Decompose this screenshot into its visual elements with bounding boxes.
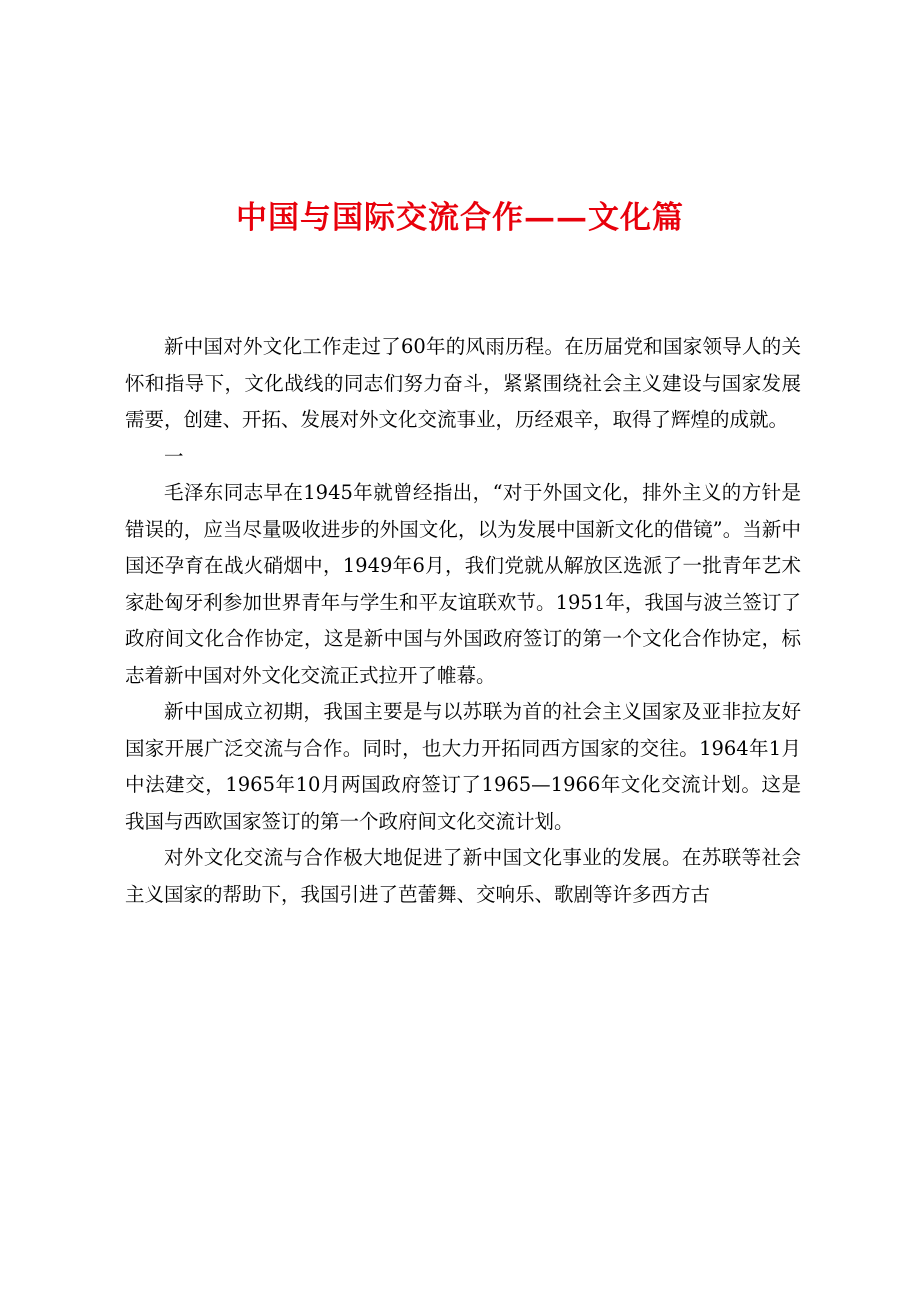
document-body	[125, 329, 801, 913]
paragraph-mao-quote: 毛泽东同志早在1945年就曾经指出，“对于外国文化，排外主义的方针是错误的，应当尽量吸收进步的外国文化，以为发展中国新文化的借镜”。当新中国还孕育在战火硝烟中，1949年6月，我们党就从解放区选派了一批青年艺术家赴匈牙利参加世界青年与学生和平友谊联欢节。1951年，我国与波兰签订了政府间文化合作协定，这是新中国与外国政府签订的第一个文化合作协定，标志着新中国对外文化交流正式拉开了帷幕。	[125, 481, 801, 687]
paragraph-promotion: 对外文化交流与合作极大地促进了新中国文化事业的发展。在苏联等社会主义国家的帮助下，我国引进了芭蕾舞、交响乐、歌剧等许多西方古	[125, 846, 801, 906]
paragraph-intro: 新中国对外文化工作走过了60年的风雨历程。在历届党和国家领导人的关怀和指导下，文化战线的同志们努力奋斗，紧紧围绕社会主义建设与国家发展需要，创建、开拓、发展对外文化交流事业，历经艰辛，取得了辉煌的成就。	[125, 335, 801, 431]
document-title: 中国与国际交流合作——文化篇	[236, 200, 684, 236]
section-number: 一	[164, 444, 184, 468]
paragraph-early-period: 新中国成立初期，我国主要是与以苏联为首的社会主义国家及亚非拉友好国家开展广泛交流与合作。同时，也大力开拓同西方国家的交往。1964年1月中法建交，1965年10月两国政府签订了1965—1966年文化交流计划。这是我国与西欧国家签订的第一个政府间文化交流计划。	[125, 700, 801, 833]
